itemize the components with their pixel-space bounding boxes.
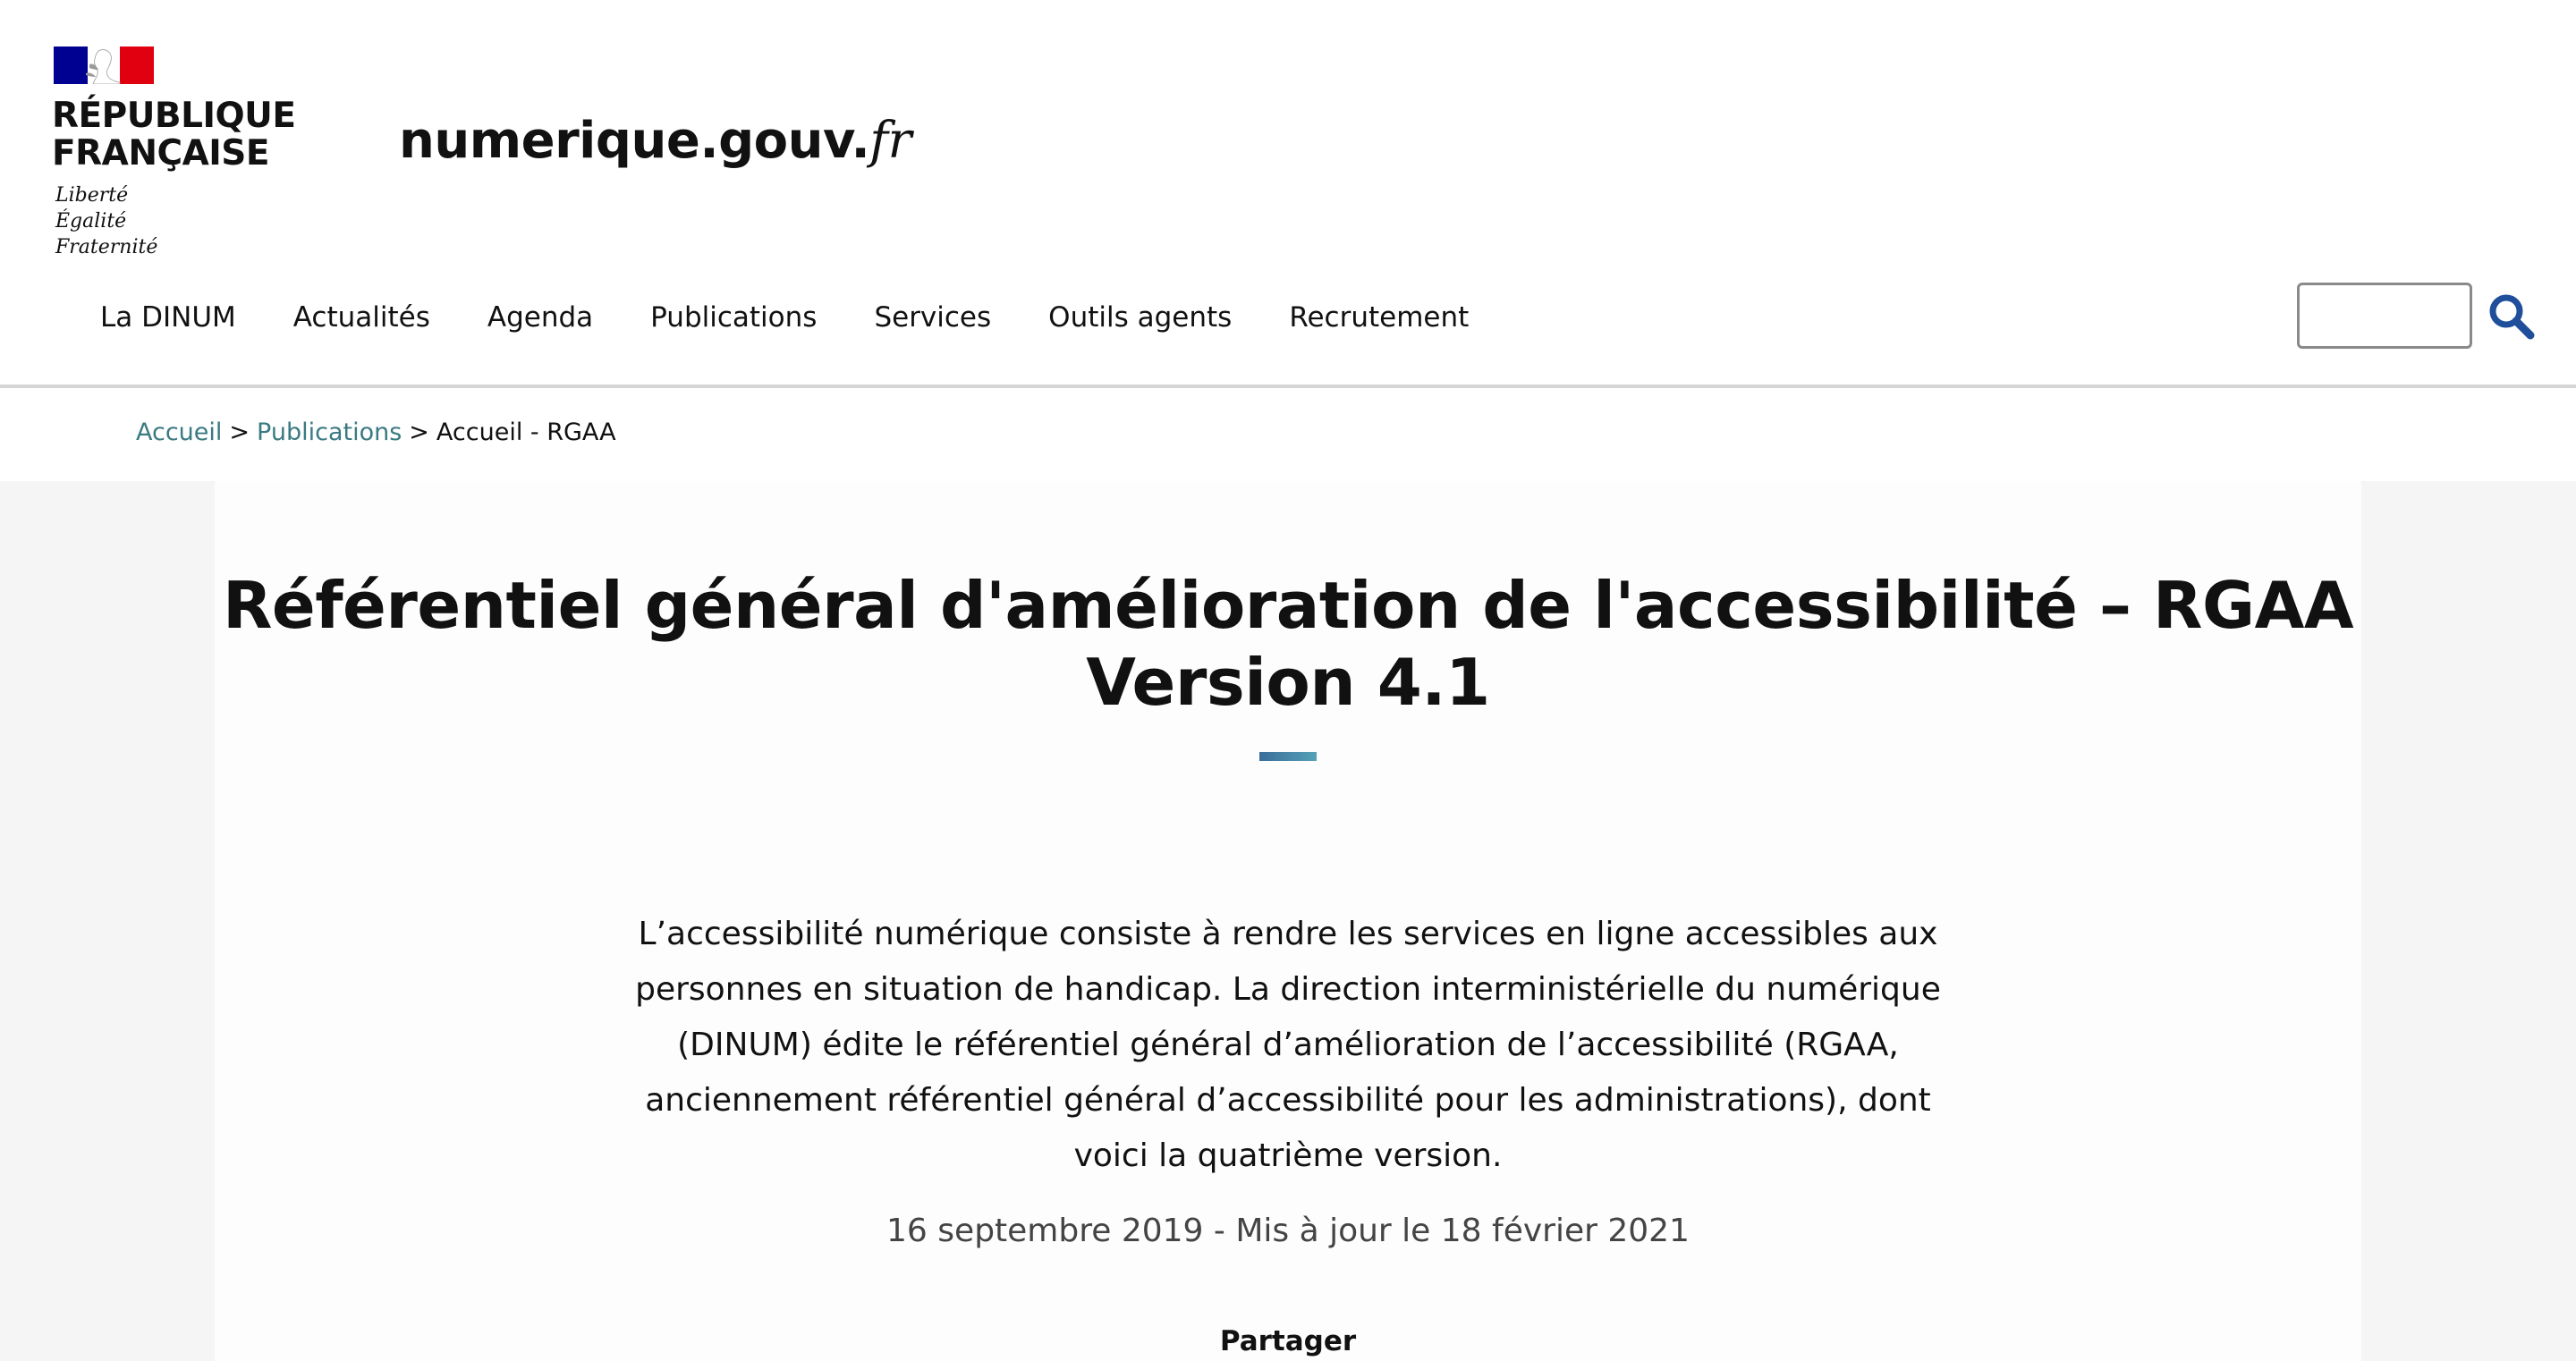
breadcrumb-bar [0,388,2576,481]
share-label: Partager [1219,1325,1357,1357]
nav-item-actualites[interactable]: Actualités [292,301,430,334]
title-underline [1259,752,1317,761]
breadcrumb-current: Accueil - RGAA [436,418,616,446]
breadcrumb-separator: > [409,418,429,446]
nav-item-la-dinum[interactable]: La DINUM [100,301,236,334]
site-title-link[interactable] [399,106,911,177]
breadcrumb-home-link[interactable]: Accueil [136,418,223,446]
devise-liberte: Liberté [55,184,129,207]
marianne-flag-icon [54,46,154,84]
devise-egalite: Égalité [55,210,127,232]
nav-item-recrutement[interactable]: Recrutement [1289,301,1470,334]
breadcrumb-publications-link[interactable]: Publications [257,418,402,446]
site-name: numerique.gouv. [399,112,870,170]
breadcrumb [136,415,616,451]
nav-item-outils-agents[interactable]: Outils agents [1048,301,1233,334]
publication-dates: 16 septembre 2019 - Mis à jour le 18 février 2021 [886,1213,1690,1249]
republique-text: RÉPUBLIQUE [52,96,296,136]
main-navigation [70,286,1497,349]
search-input[interactable] [2297,283,2472,349]
nav-item-agenda[interactable]: Agenda [487,301,594,334]
nav-item-services[interactable]: Services [874,301,992,334]
main-content [215,481,2361,1361]
francaise-text: FRANÇAISE [52,133,270,173]
site-header [0,0,2576,388]
page-title: Référentiel général d'amélioration de l'accessibilité – RGAA Version 4.1 [222,568,2354,720]
nav-item-publications[interactable]: Publications [650,301,818,334]
devise-fraternite: Fraternité [55,236,158,258]
site-tld: fr [869,112,911,170]
search-button[interactable] [2487,292,2537,342]
republique-francaise-logo[interactable] [52,46,311,261]
breadcrumb-separator: > [229,418,250,446]
search-icon [2487,292,2537,342]
lead-paragraph: L’accessibilité numérique consiste à rendre les services en ligne accessibles aux personnes en situation de handicap. La direction interministérielle du numérique (DINUM) édite le référentiel général d’amélioration de l’accessibilité (RGAA, anciennement référentiel général d’accessibilité pour les administrations), dont voici la quatrième version. [635,916,1941,1174]
